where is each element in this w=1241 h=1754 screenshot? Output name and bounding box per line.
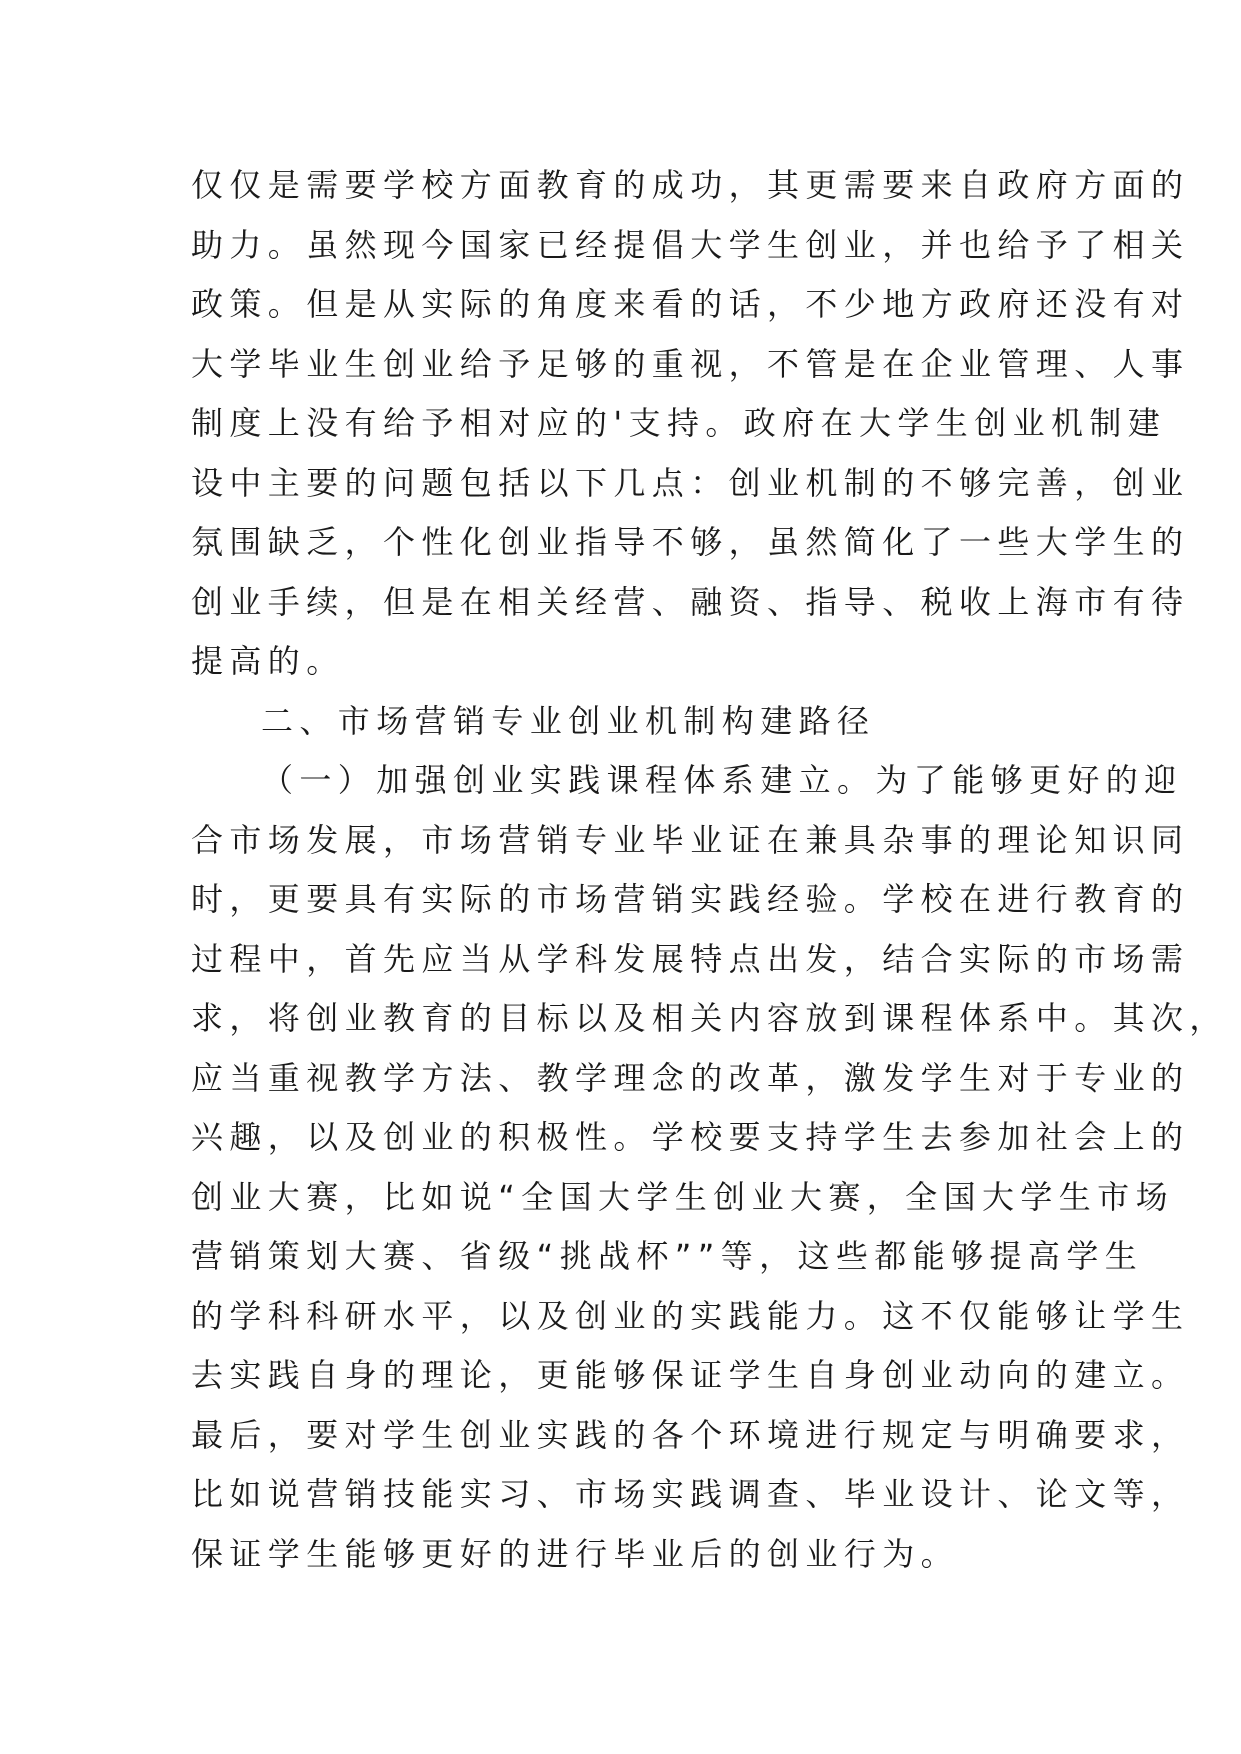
text-line: 的学科科研水平，以及创业的实践能力。这不仅能够让学生: [191, 1296, 1190, 1335]
text-line: 大学毕业生创业给予足够的重视，不管是在企业管理、人事: [191, 344, 1190, 383]
text-line: 氛围缺乏，个性化创业指导不够，虽然简化了一些大学生的: [191, 523, 1190, 561]
text-line: 创业大赛，比如说“全国大学生创业大赛，全国大学生市场: [191, 1177, 1174, 1216]
text-line: 过程中，首先应当从学科发展特点出发，结合实际的市场需: [191, 939, 1190, 978]
text-line: 提高的。: [191, 642, 345, 680]
text-line: 比如说营销技能实习、市场实践调查、毕业设计、论文等，: [191, 1475, 1190, 1513]
text-line: 制度上没有给予相对应的'支持。政府在大学生创业机制建: [191, 404, 1167, 442]
text-line: 兴趣，以及创业的积极性。学校要支持学生去参加社会上的: [191, 1118, 1190, 1156]
text-line: 设中主要的问题包括以下几点：创业机制的不够完善，创业: [191, 463, 1190, 502]
text-line: 应当重视教学方法、教学理念的改革，激发学生对于专业的: [191, 1058, 1190, 1097]
text-line: 保证学生能够更好的进行毕业后的创业行为。: [191, 1534, 960, 1573]
text-line: 营销策划大赛、省级“挑战杯””等，这些都能够提高学生: [191, 1237, 1144, 1275]
paragraph-start-line: 二、市场营销专业创业机制构建路径: [261, 701, 876, 740]
paragraph-start-line: （一）加强创业实践课程体系建立。为了能够更好的迎: [261, 761, 1183, 799]
text-line: 助力。虽然现今国家已经提倡大学生创业，并也给予了相关: [191, 225, 1190, 264]
text-line: 去实践自身的理论，更能够保证学生自身创业动向的建立。: [191, 1356, 1190, 1394]
text-line: 求，将创业教育的目标以及相关内容放到课程体系中。其次，: [191, 999, 1228, 1037]
text-line: 政策。但是从实际的角度来看的话，不少地方政府还没有对: [191, 285, 1190, 323]
text-line: 最后，要对学生创业实践的各个环境进行规定与明确要求，: [191, 1415, 1190, 1454]
text-line: 合市场发展，市场营销专业毕业证在兼具杂事的理论知识同: [191, 820, 1190, 859]
text-line: 时，更要具有实际的市场营销实践经验。学校在进行教育的: [191, 880, 1190, 918]
text-line: 创业手续，但是在相关经营、融资、指导、税收上海市有待: [191, 582, 1190, 621]
body-text: [191, 156, 1228, 1584]
text-line: 仅仅是需要学校方面教育的成功，其更需要来自政府方面的: [191, 166, 1190, 204]
